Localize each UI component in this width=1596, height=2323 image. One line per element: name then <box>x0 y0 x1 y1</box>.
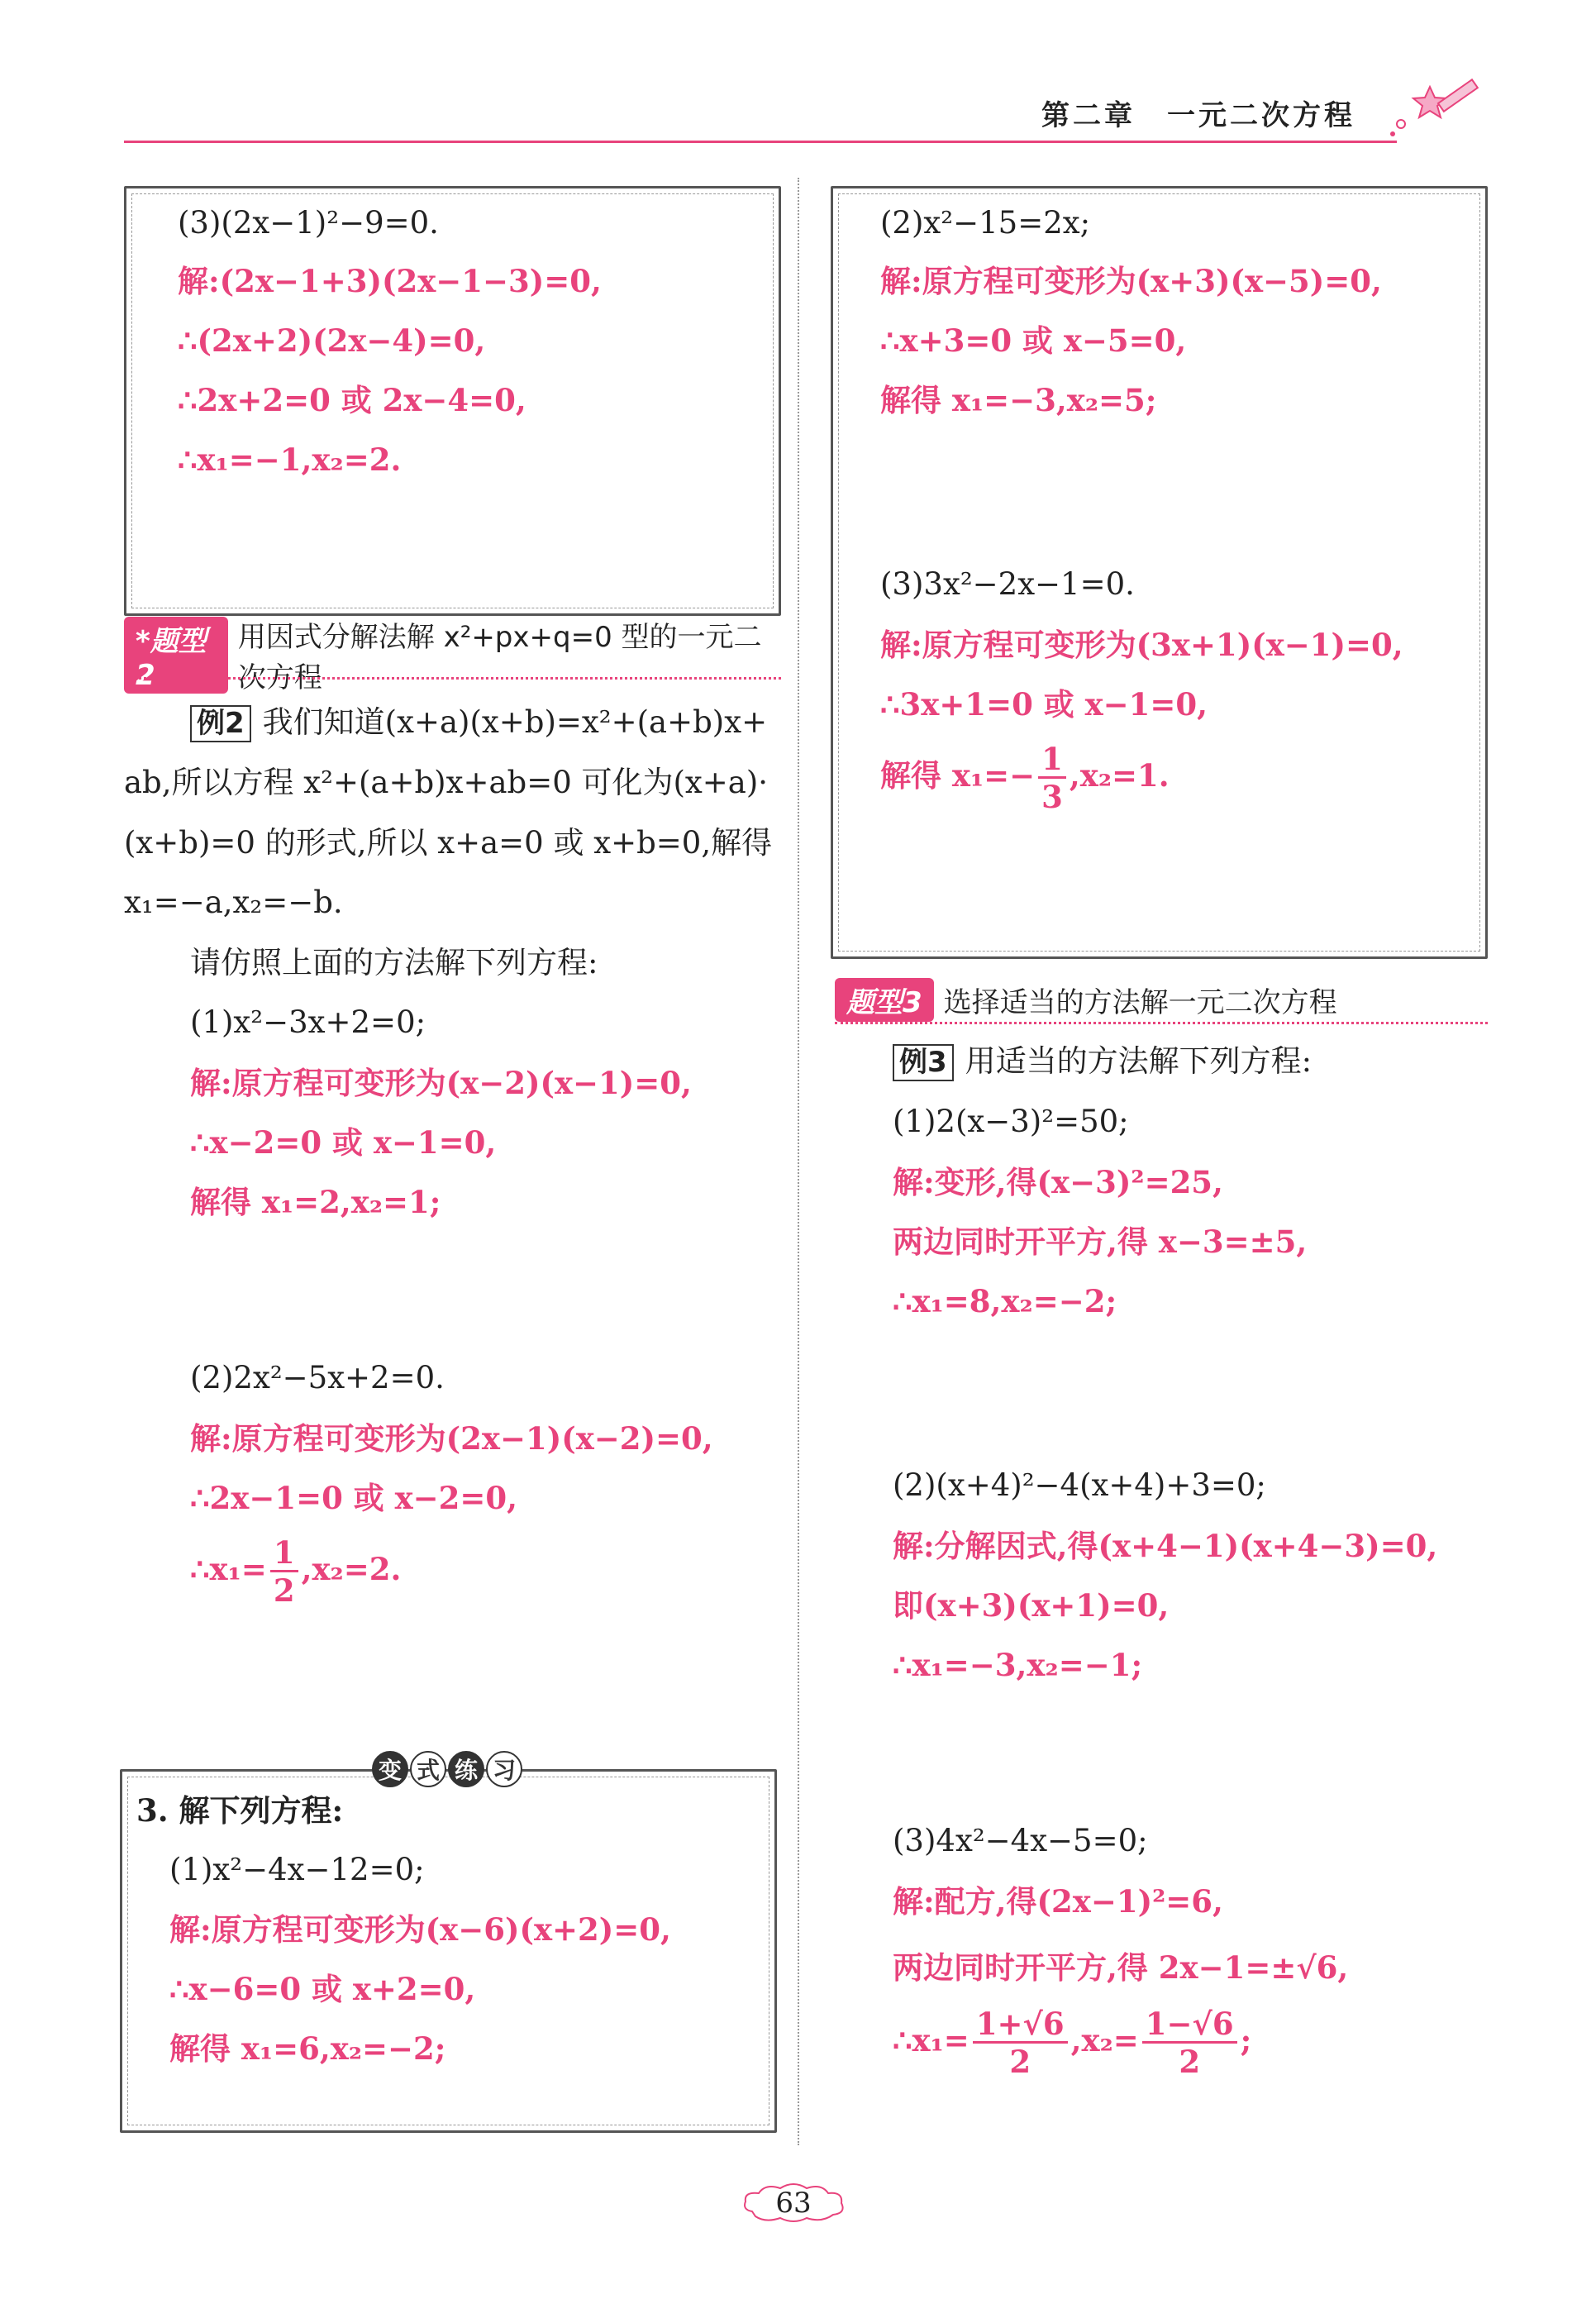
answer-line: ∴x−2=0 或 x−1=0, <box>190 1124 497 1161</box>
practice-title-char: 习 <box>486 1751 522 1787</box>
page-header <box>124 83 1496 149</box>
example2-q1: (1)x²−3x+2=0; <box>190 1004 426 1040</box>
chapter-title: 第二章 一元二次方程 <box>1041 99 1355 132</box>
type3-badge: 题型3 <box>835 978 934 1022</box>
example2-line: x₁=−a,x₂=−b. <box>124 885 343 920</box>
practice-title-char: 式 <box>410 1751 446 1787</box>
answer-line-fraction: ∴x₁= $\frac{1+√6}{2}$ ,x₂= $\frac{1-√6}{2}$ ; <box>893 2006 1252 2080</box>
answer-line: 解得 x₁=6,x₂=−2; <box>169 2030 446 2067</box>
header-rule <box>124 141 1397 143</box>
answer-line: ∴x₁=8,x₂=−2; <box>893 1283 1117 1319</box>
answer-line: 解:(2x−1+3)(2x−1−3)=0, <box>178 263 602 299</box>
example2-line: ab,所以方程 x²+(a+b)x+ab=0 可化为(x+a)· <box>124 765 769 800</box>
practice-title-char: 变 <box>372 1751 408 1787</box>
type3-text: 选择适当的方法解一元二次方程 <box>943 985 1337 1019</box>
answer-line: ∴2x+2=0 或 2x−4=0, <box>178 382 526 418</box>
answer-line: 解得 x₁=−3,x₂=5; <box>880 382 1157 418</box>
example2-text: 我们知道(x+a)(x+b)=x²+(a+b)x+ <box>262 704 768 740</box>
example3-q3: (3)4x²−4x−5=0; <box>893 1823 1148 1858</box>
practice-title <box>372 1751 522 1787</box>
answer-line: ∴x₁=−1,x₂=2. <box>178 441 402 478</box>
answer-line: 解:分解因式,得(x+4−1)(x+4−3)=0, <box>893 1528 1438 1564</box>
page-number: 63 <box>736 2178 851 2228</box>
question-3: (3)(2x−1)²−9=0. <box>178 205 439 241</box>
answer-line: ∴3x+1=0 或 x−1=0, <box>880 686 1208 723</box>
practice-q1: (1)x²−4x−12=0; <box>169 1852 425 1887</box>
example2-line: (x+b)=0 的形式,所以 x+a=0 或 x+b=0,解得 <box>124 825 773 861</box>
answer-line: 解:变形,得(x−3)²=25, <box>893 1164 1223 1200</box>
fraction: $\frac{1}{2}$ <box>270 1538 298 1606</box>
example3-intro: 用适当的方法解下列方程: <box>965 1043 1313 1079</box>
answer-line: ∴x+3=0 或 x−5=0, <box>880 322 1187 359</box>
answer-line: 解:原方程可变形为(x−6)(x+2)=0, <box>169 1911 671 1948</box>
answer-line: 解:原方程可变形为(3x+1)(x−1)=0, <box>880 627 1403 663</box>
fraction: $\frac{1-√6}{2}$ <box>1142 2009 1237 2077</box>
pencil-star-decoration-icon <box>1380 74 1488 149</box>
fraction: $\frac{1}{3}$ <box>1038 744 1066 813</box>
type2-heading <box>124 621 781 694</box>
example3-q1: (1)2(x−3)²=50; <box>893 1104 1129 1139</box>
answer-line: ∴x₁=−3,x₂=−1; <box>893 1647 1143 1683</box>
answer-line: 即(x+3)(x+1)=0, <box>893 1587 1170 1624</box>
question-2: (2)x²−15=2x; <box>880 205 1091 241</box>
fraction: $\frac{1+√6}{2}$ <box>973 2009 1068 2077</box>
example2-line <box>190 704 767 742</box>
example2-label: 例2 <box>190 705 251 742</box>
example2-q2: (2)2x²−5x+2=0. <box>190 1360 445 1395</box>
column-divider <box>798 178 799 2145</box>
type2-badge: *题型2 <box>124 617 228 694</box>
example3-line <box>893 1043 1312 1081</box>
answer-line: 解:配方,得(2x−1)²=6, <box>893 1883 1223 1920</box>
answer-line: 解:原方程可变形为(2x−1)(x−2)=0, <box>190 1420 713 1457</box>
example2-instruction: 请仿照上面的方法解下列方程: <box>190 945 598 980</box>
answer-line: 两边同时开平方,得 2x−1=±√6, <box>893 1949 1349 1986</box>
answer-line: 两边同时开平方,得 x−3=±5, <box>893 1224 1308 1260</box>
practice-title-char: 练 <box>448 1751 484 1787</box>
question-3: (3)3x²−2x−1=0. <box>880 566 1135 602</box>
example3-label: 例3 <box>893 1044 954 1081</box>
answer-line-fraction: 解得 x₁=− $\frac{1}{3}$ ,x₂=1. <box>880 741 1170 815</box>
answer-line: 解:原方程可变形为(x+3)(x−5)=0, <box>880 263 1382 299</box>
answer-line: 解:原方程可变形为(x−2)(x−1)=0, <box>190 1065 692 1101</box>
example3-q2: (2)(x+4)²−4(x+4)+3=0; <box>893 1467 1266 1503</box>
type2-text: 用因式分解法解 x²+px+q=0 型的一元二次方程 <box>237 621 762 694</box>
answer-line-fraction: ∴x₁= $\frac{1}{2}$ ,x₂=2. <box>190 1534 402 1609</box>
type3-heading <box>835 980 1488 1019</box>
answer-line: ∴(2x+2)(2x−4)=0, <box>178 322 486 359</box>
answer-line: ∴x−6=0 或 x+2=0, <box>169 1971 476 2007</box>
practice-question: 3. 解下列方程: <box>136 1792 344 1829</box>
answer-line: 解得 x₁=2,x₂=1; <box>190 1184 441 1220</box>
answer-line: ∴2x−1=0 或 x−2=0, <box>190 1480 518 1516</box>
